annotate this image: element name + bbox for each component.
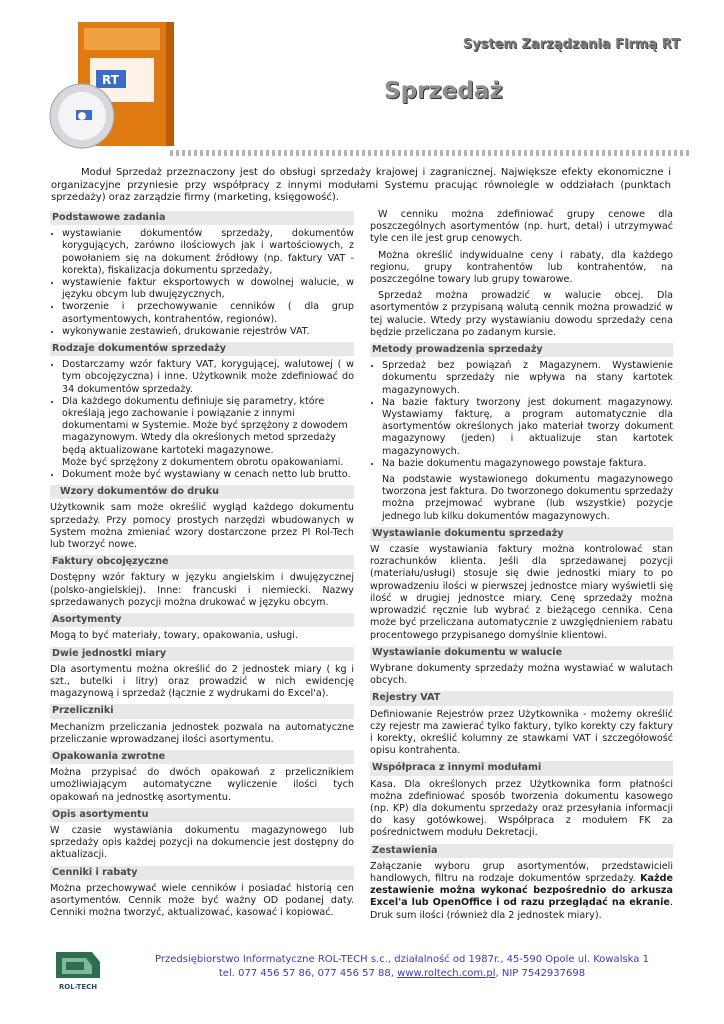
intro-paragraph: Moduł Sprzedaż przeznaczony jest do obsługi sprzedaży krajowej i zagranicznej. Największe efekty ekonomiczne i organizacyjne przyniesie przy współpracy z innymi modułami Systemu pracując równolegle w oddziałach (punktach sprzedaży) oraz zarządzie firmy (marketing, księgowość).: [51, 167, 671, 204]
divider-dash: [428, 150, 431, 156]
doc-types-list: [50, 359, 354, 481]
section-text: Użytkownik sam może określić wygląd każdego dokumentu sprzedaży. Przy pomocy prostych narzędzi wbudowanych w System można zmieniać wzory dostarczone przez PI Rol-Tech lub tworzyć nowe.: [50, 502, 354, 551]
divider-dash: [464, 150, 467, 156]
divider-dash: [590, 150, 593, 156]
divider-dash: [578, 150, 581, 156]
divider-dash: [566, 150, 569, 156]
divider-dash: [542, 150, 545, 156]
divider-dash: [278, 150, 281, 156]
divider-dash: [266, 150, 269, 156]
logo-text: ROL-TECH: [58, 983, 98, 991]
website-link[interactable]: www.roltech.com.pl: [397, 968, 496, 979]
section-heading: Metody prowadzenia sprzedaży: [370, 343, 673, 357]
divider-dash: [206, 150, 209, 156]
divider-dash: [668, 150, 671, 156]
list-item: • tworzenie i przechowywanie cenników ( dla grup asortymentowych, kontrahentów, regionów).: [62, 301, 354, 325]
section-heading: Wystawianie dokumentu sprzedaży: [370, 527, 673, 541]
divider-dash: [344, 150, 347, 156]
divider-dash: [446, 150, 449, 156]
divider-dash: [614, 150, 617, 156]
divider-dash: [632, 150, 635, 156]
section-heading: Asortymenty: [50, 613, 354, 627]
list-item: • Na bazie faktury tworzony jest dokument magazynowy. Wystawiamy fakturę, a program automatycznie dla asortymentów określonych jako materiał tworzy dokument magazynowy (jeden) i aktualizuje stan kartotek magazynowych.: [382, 397, 673, 458]
divider-dash: [494, 150, 497, 156]
divider-dash: [644, 150, 647, 156]
divider-dash: [470, 150, 473, 156]
divider-dash: [308, 150, 311, 156]
footer-line: Przedsiębiorstwo Informatyczne ROL-TECH s.c., działalność od 1987r., 45-590 Opole ul. Kowalska 1: [155, 954, 649, 965]
divider-dash: [506, 150, 509, 156]
divider-dash: [200, 150, 203, 156]
divider-dash: [320, 150, 323, 156]
divider-dash: [674, 150, 677, 156]
section-heading: Cenniki i rabaty: [50, 866, 354, 880]
list-item-text: Dla każdego dokumentu definiuje się parametry, które określają jego zachowanie i powiązanie z innymi dokumentami w Systemie. Może być sprzężony z dowodem magazynowym. Wtedy dla określonych metod sprzedaży będą aktualizowane kartoteki magazynowe.: [62, 395, 348, 456]
divider-dash: [236, 150, 239, 156]
divider-dash: [380, 150, 383, 156]
divider-dash: [554, 150, 557, 156]
divider-dash: [386, 150, 389, 156]
divider-dash: [416, 150, 419, 156]
text-run: . Druk sum ilości (również dla 2 jednostek miary).: [370, 897, 673, 921]
divider-dash: [560, 150, 563, 156]
divider-dash: [326, 150, 329, 156]
divider-dash: [218, 150, 221, 156]
section-text: Sprzedaż można prowadzić w walucie obcej. Dla asortymentów z przypisaną walutą cennik można prowadzić w tej walucie. Wtedy przy wystawianiu dowodu sprzedaży cena będzie przeliczana po zadanym kursie.: [370, 290, 673, 338]
divider-dash: [626, 150, 629, 156]
brand-title: System Zarządzania Firmą RT: [462, 37, 680, 52]
section-text: Dla asortymentu można określić do 2 jednostek miary ( kg i szt., butelki i litry) oraz prowadzić w nich ewidencję magazynową i sprzedaż (łącznie z wydrukami do Excel'a).: [50, 663, 354, 700]
list-item: • wystawianie dokumentów sprzedaży, dokumentów korygujących, zarówno ilościowych jak i wartościowych, z powołaniem się na dokument źródłowy (np. faktury VAT - korekta), fiskalizacja dokumentu sprzedaży,: [62, 228, 354, 277]
section-text: Mogą to być materiały, towary, opakowania, usługi.: [50, 630, 298, 642]
page-footer: [52, 948, 672, 998]
divider-dash: [602, 150, 605, 156]
footer-line: [122, 967, 682, 981]
divider-dash: [368, 150, 371, 156]
section-heading: Rodzaje dokumentów sprzedaży: [50, 342, 354, 356]
divider-dash: [596, 150, 599, 156]
section-text: Na podstawie wystawionego dokumentu magazynowego tworzona jest faktura. Do tworzonego dokumentu sprzedaży można przejmować wybrane (lub wszystkie) pozycje jednego lub kilku dokumentów magazynowych.: [382, 474, 673, 522]
page-title: Sprzedaż: [384, 78, 503, 104]
list-item-text: Może być sprzężony z dokumentem obrotu opakowaniami.: [62, 456, 344, 468]
divider-dash: [188, 150, 191, 156]
section-heading: Wzory dokumentów do druku: [50, 485, 354, 499]
divider-dash: [332, 150, 335, 156]
section-heading: Faktury obcojęzyczne: [50, 555, 354, 569]
roltech-logo: [52, 948, 104, 992]
page-header: [0, 0, 724, 160]
section-heading: Przeliczniki: [50, 704, 354, 718]
divider-dash: [620, 150, 623, 156]
section-text: Dostępny wzór faktury w języku angielskim i dwujęzycznej (polsko-angielskiej). Inne: francuski i niemiecki. Nazwy sprzedawanych pozycji można drukować w języku obcym.: [50, 572, 354, 608]
divider-dash: [608, 150, 611, 156]
section-text: [370, 861, 673, 922]
divider-dash: [290, 150, 293, 156]
divider-dash: [458, 150, 461, 156]
divider-dash: [224, 150, 227, 156]
section-text: Wybrane dokumenty sprzedaży można wystawiać w walutach obcych.: [370, 662, 673, 687]
section-heading: Współpraca z innymi modułami: [370, 761, 673, 775]
footer-phone: tel. 077 456 57 86, 077 456 57 88,: [218, 968, 398, 979]
divider-dash: [284, 150, 287, 156]
product-box-label: RT: [102, 73, 119, 87]
divider-dash: [434, 150, 437, 156]
divider-dash: [398, 150, 401, 156]
header-divider: [0, 150, 724, 156]
section-heading: Zestawienia: [370, 844, 673, 858]
divider-dash: [440, 150, 443, 156]
divider-dash: [182, 150, 185, 156]
divider-dash: [194, 150, 197, 156]
divider-dash: [230, 150, 233, 156]
divider-dash: [584, 150, 587, 156]
divider-dash: [254, 150, 257, 156]
divider-dash: [572, 150, 575, 156]
left-column: [50, 209, 354, 923]
divider-dash: [362, 150, 365, 156]
divider-dash: [650, 150, 653, 156]
list-item: • Dostarczamy wzór faktury VAT, korygującej, walutowej ( w tym obcojęzyczna) i inne. Użytkownik może zdefiniować do 34 dokumentów sprzedaży.: [62, 359, 354, 396]
section-text: Można przypisać do dwóch opakowań z przelicznikiem umożliwiającym automatyczne wyliczenie ilości tych opakowań na jednostkę asortymentu.: [50, 767, 354, 803]
divider-dash: [638, 150, 641, 156]
methods-list: [370, 360, 673, 470]
divider-dash: [452, 150, 455, 156]
divider-dash: [476, 150, 479, 156]
divider-dash: [170, 150, 173, 156]
right-column: [370, 209, 673, 926]
footer-text: [122, 953, 682, 981]
divider-dash: [242, 150, 245, 156]
divider-dash: [530, 150, 533, 156]
divider-dash: [248, 150, 251, 156]
divider-dash: [482, 150, 485, 156]
divider-dash: [662, 150, 665, 156]
divider-dash: [404, 150, 407, 156]
product-box-image: [48, 18, 180, 154]
list-item: • Sprzedaż bez powiązań z Magazynem. Wystawienie dokumentu sprzedaży nie wpływa na stany kartotek magazynowych.: [382, 360, 673, 397]
section-text: Można przechowywać wiele cenników i posiadać historią cen asortymentów. Cennik może być ważny OD podanej daty. Cenniki można tworzyć, aktualizować, kasować i kopiować.: [50, 882, 354, 919]
section-text: W czasie wystawiania dokumentu magazynowego lub sprzedaży opis każdej pozycji na dokumencie jest dostępny do aktualizacji.: [50, 824, 354, 861]
section-heading: Rejestry VAT: [370, 691, 673, 705]
section-text: Kasa. Dla określonych przez Użytkownika form płatności można zdefiniować sposób tworzenia dokumentu kasowego (np. KP) dla dokumentu sprzedaży oraz przesyłania informacji do kasy gotówkowej. Współpraca z modułem FK za pośrednictwem modułu Dekretacji.: [370, 778, 673, 839]
divider-dash: [212, 150, 215, 156]
text-run: Załączanie wyboru grup asortymentów, przedstawicieli handlowych, filtru na rodzaje dokumentów sprzedaży.: [370, 860, 673, 884]
divider-dash: [656, 150, 659, 156]
divider-dash: [338, 150, 341, 156]
tasks-list: [50, 228, 354, 338]
divider-dash: [374, 150, 377, 156]
list-item: • Dokument może być wystawiany w cenach netto lub brutto.: [62, 469, 354, 481]
section-heading: Dwie jednostki miary: [50, 647, 354, 661]
section-text: W czasie wystawiania faktury można kontrolować stan rozrachunków klienta. Jeśli dla sprzedawanej pozycji (materiału/usługi) stosuje się dwie jednostki miary to po wprowadzeniu ilości w pierwszej jednostce miary wyświetli się ilość w drugiej jednostce miary. Cenę sprzedaży można wprowadzić ręcznie lub wybrać z bieżącego cennika. Cena może być przeliczana automatycznie z uwzględnieniem rabatu procentowego przypisanego domyślnie klientowi.: [370, 544, 673, 641]
section-heading: Podstawowe zadania: [50, 211, 354, 225]
divider-dash: [422, 150, 425, 156]
list-item: • Na bazie dokumentu magazynowego powstaje faktura.: [382, 458, 673, 470]
divider-dash: [500, 150, 503, 156]
section-text: W cenniku można zdefiniować grupy cenowe dla poszczególnych asortymentów (np. hurt, detal) i utrzymywać tyle cen ile jest grup cenowych.: [370, 209, 673, 245]
divider-dash: [302, 150, 305, 156]
section-text: Można określić indywidualne ceny i rabaty, dla każdego regionu, grupy kontrahentów lub kontrahentów, na poszczególne towary lub grupy towarowe.: [370, 249, 673, 286]
divider-dash: [392, 150, 395, 156]
divider-dash: [272, 150, 275, 156]
divider-dash: [548, 150, 551, 156]
section-heading: Opakowania zwrotne: [50, 750, 354, 764]
divider-dash: [176, 150, 179, 156]
section-text: Mechanizm przeliczania jednostek pozwala na automatyczne przeliczanie wprowadzanej ilości asortymentu.: [50, 721, 354, 745]
bold-text-run: Każde zestawienie można wykonać bezpośrednio do arkusza Excel'a lub OpenOffice i od razu przeglądać na ekranie: [370, 872, 673, 909]
divider-dash: [488, 150, 491, 156]
divider-dash: [350, 150, 353, 156]
divider-dash: [356, 150, 359, 156]
divider-dash: [524, 150, 527, 156]
divider-dash: [410, 150, 413, 156]
divider-dash: [512, 150, 515, 156]
divider-dash: [260, 150, 263, 156]
list-item: • wystawienie faktur eksportowych w dowolnej walucie, w języku obcym lub dwujęzycznych,: [62, 277, 354, 301]
divider-dash: [296, 150, 299, 156]
divider-dash: [518, 150, 521, 156]
list-item: • wykonywanie zestawień, drukowanie rejestrów VAT.: [62, 326, 354, 338]
divider-dash: [536, 150, 539, 156]
section-heading: Wystawianie dokumentu w walucie: [370, 646, 673, 660]
section-heading: Opis asortymentu: [50, 808, 354, 822]
list-item: [62, 396, 354, 469]
section-text: Definiowanie Rejestrów przez Użytkownika - możemy określić czy rejestr ma zawierać tylko faktury, tylko korekty czy faktury i korekty, określić kolumny ze stawkami VAT i szczegółowość opisu kontrahenta.: [370, 708, 673, 757]
divider-dash: [686, 150, 689, 156]
divider-dash: [680, 150, 683, 156]
divider-dash: [314, 150, 317, 156]
footer-nip: , NIP 7542937698: [495, 968, 586, 979]
